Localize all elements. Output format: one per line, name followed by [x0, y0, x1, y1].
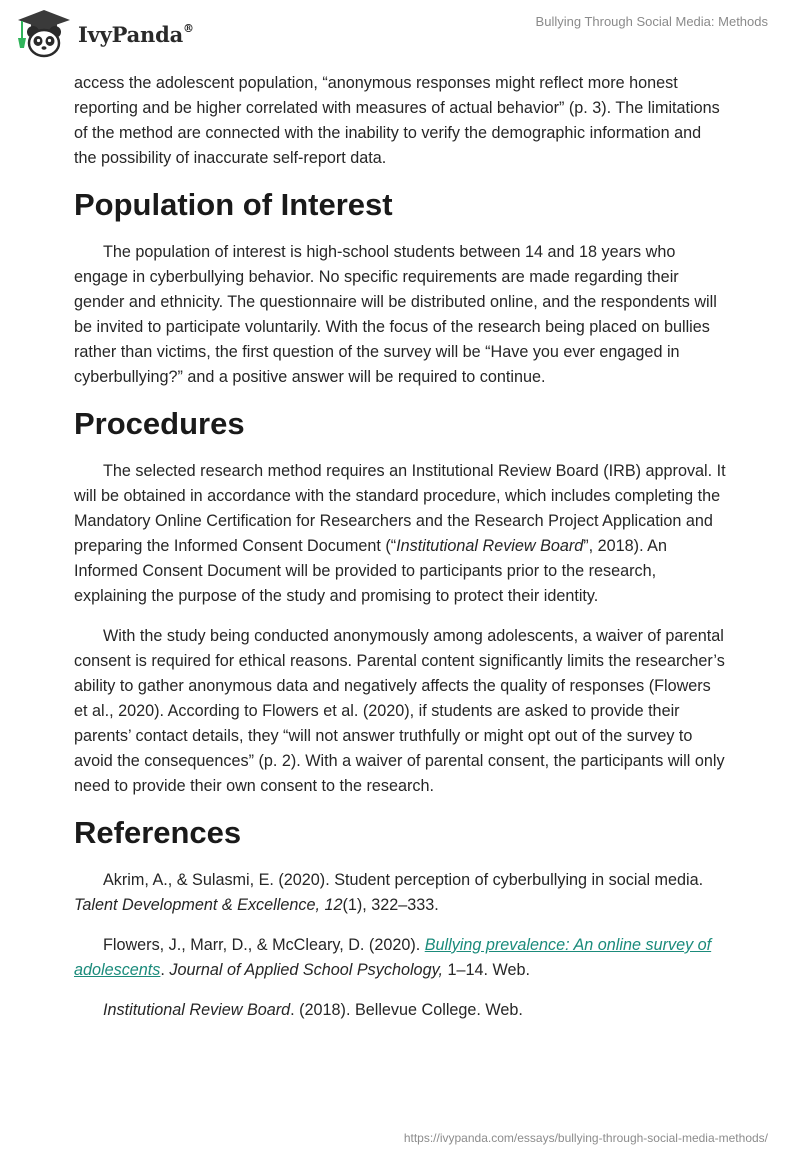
reference-item: Flowers, J., Marr, D., & McCleary, D. (2020). Bullying prevalence: An online survey of adolescents. Journal of Applied School Psychology, 1–14. Web. [74, 936, 712, 979]
page-header [0, 0, 800, 70]
panda-graduate-icon [14, 8, 76, 60]
reference-item: Akrim, A., & Sulasmi, E. (2020). Student perception of cyberbullying in social media. Talent Development & Excellence, 12(1), 322–333. [74, 871, 704, 914]
reference-item: Institutional Review Board. (2018). Bellevue College. Web. [103, 1001, 523, 1019]
heading-references: References [74, 815, 242, 850]
procedures-paragraph-2: With the study being conducted anonymously among adolescents, a waiver of parental consent is required for ethical reasons. Parental content significantly limits the researcher’s ability to gather anonymous data and negatively affects the quality of responses (Flowers et al., 2020). According to Flowers et al. (2020), if students are asked to provide their parents’ contact details, they “will not answer truthfully or might opt out of the survey to avoid the consequences” (p. 2). With a waiver of parental consent, the participants will only need to provide their own consent to the research. [74, 627, 725, 795]
document-title: Bullying Through Social Media: Methods [535, 14, 768, 29]
procedures-paragraph-1: The selected research method requires an Institutional Review Board (IRB) approval. It will be obtained in accordance with the standard procedure, which includes completing the Mandatory Online Certification for Researchers and the Research Project Application and preparing the Informed Consent Document (“Institutional Review Board”, 2018). An Informed Consent Document will be provided to participants prior to the research, explaining the purpose of the study and promising to protect their identity. [74, 462, 726, 605]
brand-name: IvyPanda® [78, 22, 194, 47]
reference-link-bullying-prevalence[interactable]: Bullying prevalence: An online survey of adolescents [74, 936, 712, 979]
footer-url: https://ivypanda.com/essays/bullying-through-social-media-methods/ [403, 1131, 768, 1145]
intro-paragraph: access the adolescent population, “anonymous responses might reflect more honest reporting and be higher correlated with measures of actual behavior” (p. 3). The limitations of the method are connected with the inability to verify the demographic information and the possibility of inaccurate self-report data. [74, 74, 720, 167]
essay-content [74, 71, 726, 1038]
heading-population-of-interest: Population of Interest [74, 187, 393, 222]
population-paragraph: The population of interest is high-school students between 14 and 18 years who engage in cyberbullying behavior. No specific requirements are made regarding their gender and ethnicity. The questionnaire will be distributed online, and the respondents will be invited to participate voluntarily. With the focus of the research being placed on bullies rather than victims, the first question of the survey will be “Have you ever engaged in cyberbullying?” and a positive answer will be required to continue. [74, 243, 717, 386]
ivypanda-logo[interactable] [14, 8, 194, 60]
heading-procedures: Procedures [74, 406, 245, 441]
